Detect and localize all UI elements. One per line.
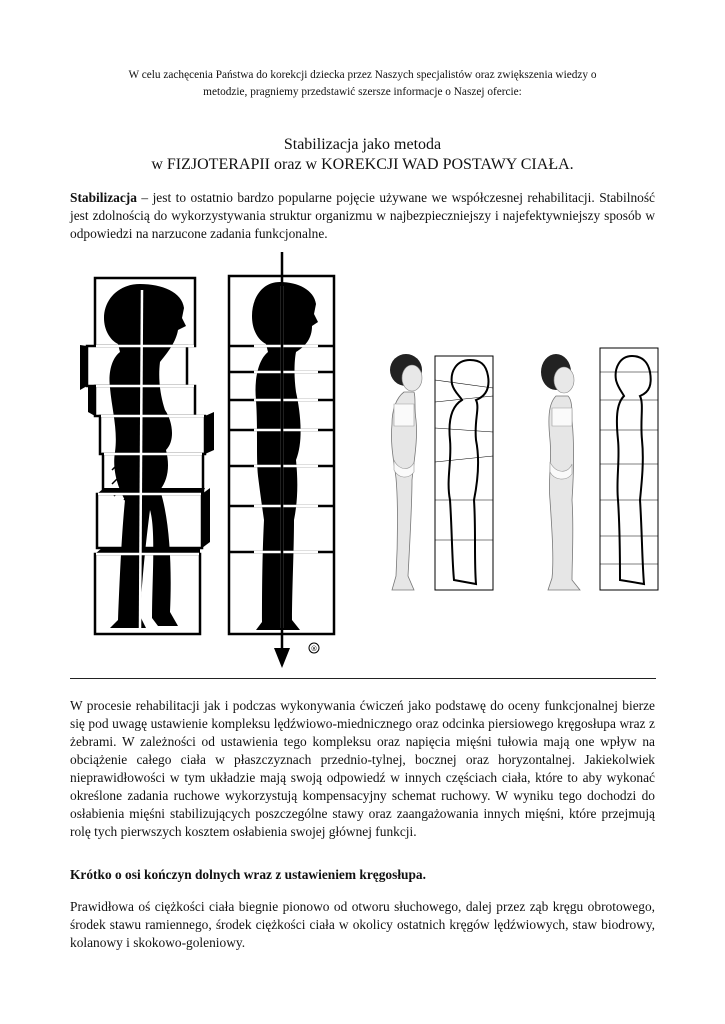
title-line-2: w FIZJOTERAPII oraz w KOREKCJI WAD POSTAWY CIAŁA. (151, 156, 574, 173)
intro-line-1: W celu zachęcenia Państwa do korekcji dziecka przez Naszych specjalistów oraz zwiększenia wiedzy o (128, 69, 597, 81)
title-line-1: Stabilizacja jako metoda (283, 136, 442, 153)
definition-text: – jest to ostatnio bardzo popularne pojęcie używane we współczesnej rehabilitacji. Stabilność jest zdolnością do wykorzystywania struktur organizmu w najbezpieczniejszy i najefektywniejszy sposób w odpowiedzi na narzucone zadania funkcjonalne. (70, 190, 655, 241)
girl-photo-bad-posture (390, 354, 422, 590)
outline-girl-bad-posture (435, 356, 493, 590)
registered-mark: ® (310, 645, 318, 653)
horizontal-divider (70, 678, 656, 679)
section-heading: Krótko o osi kończyn dolnych wraz z ustawieniem kręgosłupa. (70, 867, 426, 882)
rehabilitation-paragraph: W procesie rehabilitacji jak i podczas wykonywania ćwiczeń jako podstawę do oceny funkcjonalnej bierze się pod uwagę ustawienie kompleksu lędźwiowo-miednicznego oraz odcinka piersiowego kręgosłupa wraz z żebrami. W zależności od ustawienia tego kompleksu oraz napięcia mięśni tułowia mają one wpływ na obciążenie całego ciała w płaszczyznach przednio-tylnej, bocznej oraz horyzontalnej. Jakiekolwiek nieprawidłowości w tym układzie mają swoją odpowiedź w innych częściach ciała, które to aby wykonać określone zadania ruchowe wykorzystują kompensacyjny schemat ruchowy. W wyniku tego dochodzi do osłabienia mięśni stabilizujących poszczególne stawy oraz zaangażowania innych mięśni, które przejmują rolę tych pierwszych kosztem osłabienia swojej głównej funkcji. (70, 698, 655, 839)
good-posture-plumb-figure (229, 252, 334, 668)
outline-girl-good-posture (600, 348, 658, 590)
definition-term: Stabilizacja (70, 190, 137, 205)
bad-posture-blocks-figure (80, 278, 214, 634)
girl-photo-good-posture (541, 354, 580, 590)
intro-line-2: metodzie, pragniemy przedstawić szersze informacje o Naszej ofercie: (203, 86, 522, 98)
axis-paragraph: Prawidłowa oś ciężkości ciała biegnie pionowo od otworu słuchowego, dalej przez ząb kręgu obrotowego, środek stawu ramiennego, środek ciężkości ciała w okolicy ostatnich kręgów lędźwiowych, staw biodrowy, kolanowy i skokowo-goleniowy. (70, 899, 655, 950)
